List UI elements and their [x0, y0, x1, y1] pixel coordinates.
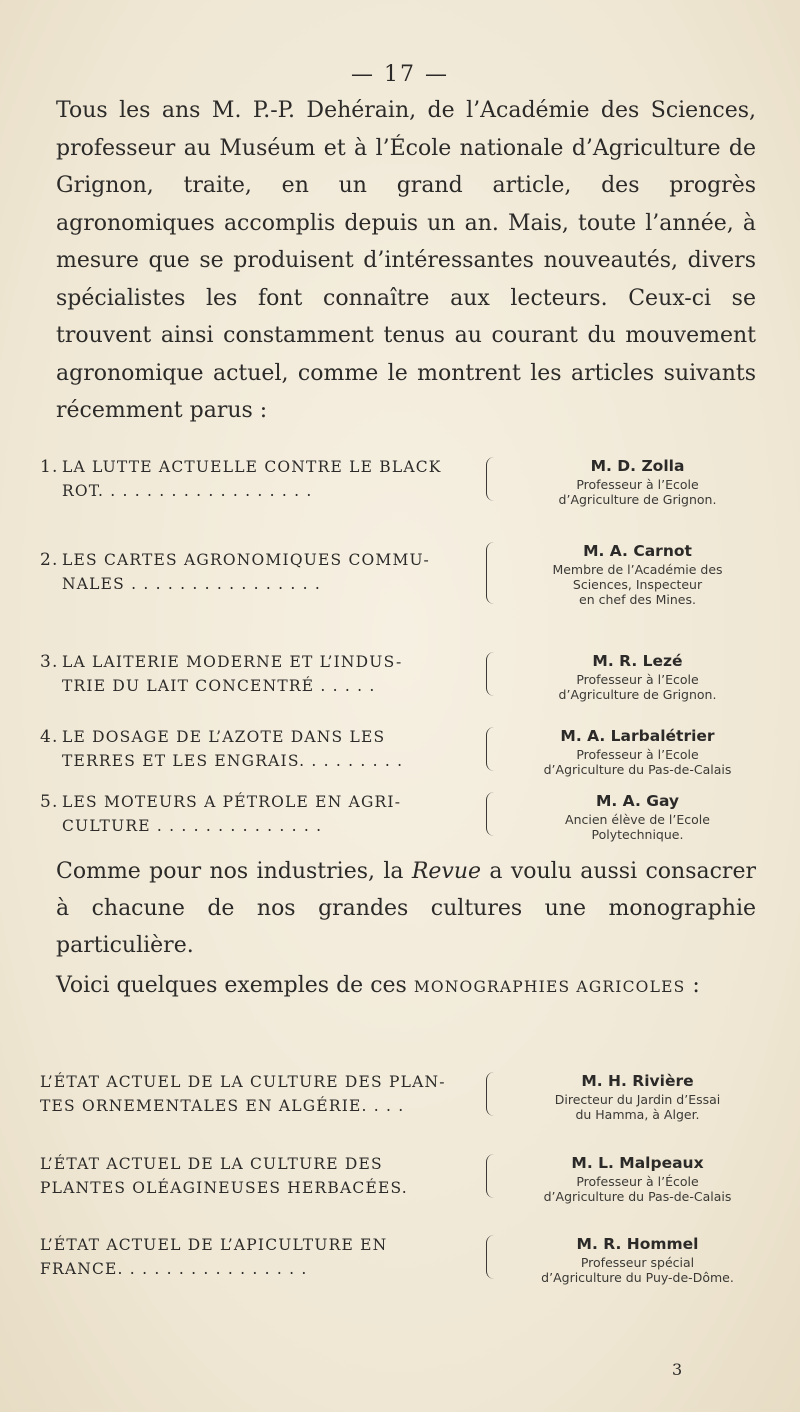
article-title [40, 725, 485, 773]
author-name: M. A. Gay [595, 792, 680, 810]
article-title [40, 650, 485, 698]
article-title-line: TERRES ET LES ENGRAIS. . . . . . . . . [62, 752, 404, 770]
monograph-title-line: L’ÉTAT ACTUEL DE LA CULTURE DES [40, 1155, 383, 1173]
paragraph-text: Voici quelques exemples de ces [56, 973, 414, 998]
author-role: du Hamma, à Alger. [575, 1107, 700, 1122]
author-role: d’Agriculture de Grignon. [558, 492, 717, 507]
monograph-entry [40, 1152, 780, 1232]
article-number: 3. [40, 652, 59, 672]
article-title-line: TRIE DU LAIT CONCENTRÉ . . . . . [62, 677, 376, 695]
author-role: Professeur à l’École [576, 1174, 699, 1189]
page-number: 3 [672, 1360, 683, 1379]
brace [486, 457, 495, 501]
article-title-line: CULTURE . . . . . . . . . . . . . . [62, 817, 323, 835]
monograph-author [495, 1233, 780, 1285]
author-name: M. R. Lezé [592, 652, 683, 670]
article-title [40, 548, 485, 596]
intro-paragraph: Tous les ans M. P.-P. Dehérain, de l’Académie des Sciences, professeur au Muséum et à l’École nationale d’Agriculture de Grignon, traite, en un grand article, des progrès agronomiques accomplis depuis un an. Mais, toute l’année, à mesure que se produisent d’intéressantes nouveautés, divers spécialistes les font connaître aux lecteurs. Ceux-ci se trouvent ainsi constamment tenus au courant du mouvement agronomique actuel, comme le montrent les articles suivants récemment parus : [56, 98, 756, 423]
article-title [40, 790, 485, 838]
author-role: Sciences, Inspecteur [572, 577, 703, 592]
author-role: Professeur à l’Ecole [576, 477, 699, 492]
author-name: M. L. Malpeaux [571, 1154, 704, 1172]
author-name: M. H. Rivière [581, 1072, 694, 1090]
paragraph-text: Comme pour nos industries, la [56, 859, 412, 884]
brace [486, 652, 495, 696]
article-title-line: LE DOSAGE DE L’AZOTE DANS LES [62, 728, 386, 746]
paragraph-text: : [685, 973, 700, 998]
article-entry [40, 650, 780, 730]
small-caps-text: MONOGRAPHIES AGRICOLES [413, 978, 686, 996]
author-role: Directeur du Jardin d’Essai [554, 1092, 721, 1107]
monographs-intro [56, 967, 756, 1006]
author-role: d’Agriculture du Pas-de-Calais [543, 762, 732, 777]
article-title-line: ROT. . . . . . . . . . . . . . . . . . [62, 482, 313, 500]
monograph-author [495, 1070, 780, 1122]
brace [486, 1072, 495, 1116]
article-number: 1. [40, 457, 59, 477]
monograph-title [40, 1233, 485, 1281]
brace [486, 727, 495, 771]
monograph-title-line: PLANTES OLÉAGINEUSES HERBACÉES. [40, 1179, 408, 1197]
article-number: 5. [40, 792, 59, 812]
author-role: Ancien élève de l’Ecole [565, 812, 710, 827]
author-name: M. R. Hommel [576, 1235, 699, 1253]
article-title-line: LES MOTEURS A PÉTROLE EN AGRI- [62, 793, 402, 811]
brace [486, 1154, 495, 1198]
article-title [40, 455, 485, 503]
article-author [495, 790, 780, 842]
brace [486, 792, 495, 836]
article-title-line: LA LUTTE ACTUELLE CONTRE LE BLACK [62, 458, 442, 476]
author-role: d’Agriculture de Grignon. [558, 687, 717, 702]
author-name: M. A. Larbalétrier [560, 727, 715, 745]
author-name: M. A. Carnot [583, 542, 692, 560]
brace [486, 1235, 495, 1279]
monograph-entry [40, 1233, 780, 1313]
article-entry [40, 455, 780, 535]
article-author [495, 650, 780, 702]
folio: — 17 — [351, 62, 449, 87]
monograph-title-line: L’ÉTAT ACTUEL DE LA CULTURE DES PLAN- [40, 1073, 446, 1091]
author-role: Membre de l’Académie des [552, 562, 723, 577]
article-author [495, 540, 780, 607]
paragraph-text: a voulu aussi consacrer à chacune de nos grandes cultures une monographie particulière. [56, 859, 756, 958]
author-name: M. D. Zolla [590, 457, 685, 475]
article-author [495, 725, 780, 777]
revue-title: Revue [411, 859, 482, 884]
brace [486, 542, 495, 604]
article-title-line: NALES . . . . . . . . . . . . . . . . [62, 575, 322, 593]
article-number: 4. [40, 727, 59, 747]
article-entry [40, 540, 780, 620]
article-title-line: LES CARTES AGRONOMIQUES COMMU- [62, 551, 430, 569]
monograph-title-line: TES ORNEMENTALES EN ALGÉRIE. . . . [40, 1097, 405, 1115]
monograph-title-line: L’ÉTAT ACTUEL DE L’APICULTURE EN [40, 1236, 388, 1254]
author-role: Professeur spécial [580, 1255, 695, 1270]
author-role: en chef des Mines. [579, 592, 696, 607]
author-role: d’Agriculture du Puy-de-Dôme. [541, 1270, 734, 1285]
monograph-title-line: FRANCE. . . . . . . . . . . . . . . . [40, 1260, 308, 1278]
monograph-author [495, 1152, 780, 1204]
article-number: 2. [40, 550, 59, 570]
author-role: Professeur à l’Ecole [576, 672, 699, 687]
author-role: Polytechnique. [591, 827, 684, 842]
monograph-entry [40, 1070, 780, 1150]
monograph-title [40, 1070, 485, 1118]
author-role: d’Agriculture du Pas-de-Calais [543, 1189, 732, 1204]
author-role: Professeur à l’Ecole [576, 747, 699, 762]
article-title-line: LA LAITERIE MODERNE ET L’INDUS- [62, 653, 403, 671]
monograph-title [40, 1152, 485, 1200]
revue-paragraph [56, 853, 756, 964]
article-author [495, 455, 780, 507]
